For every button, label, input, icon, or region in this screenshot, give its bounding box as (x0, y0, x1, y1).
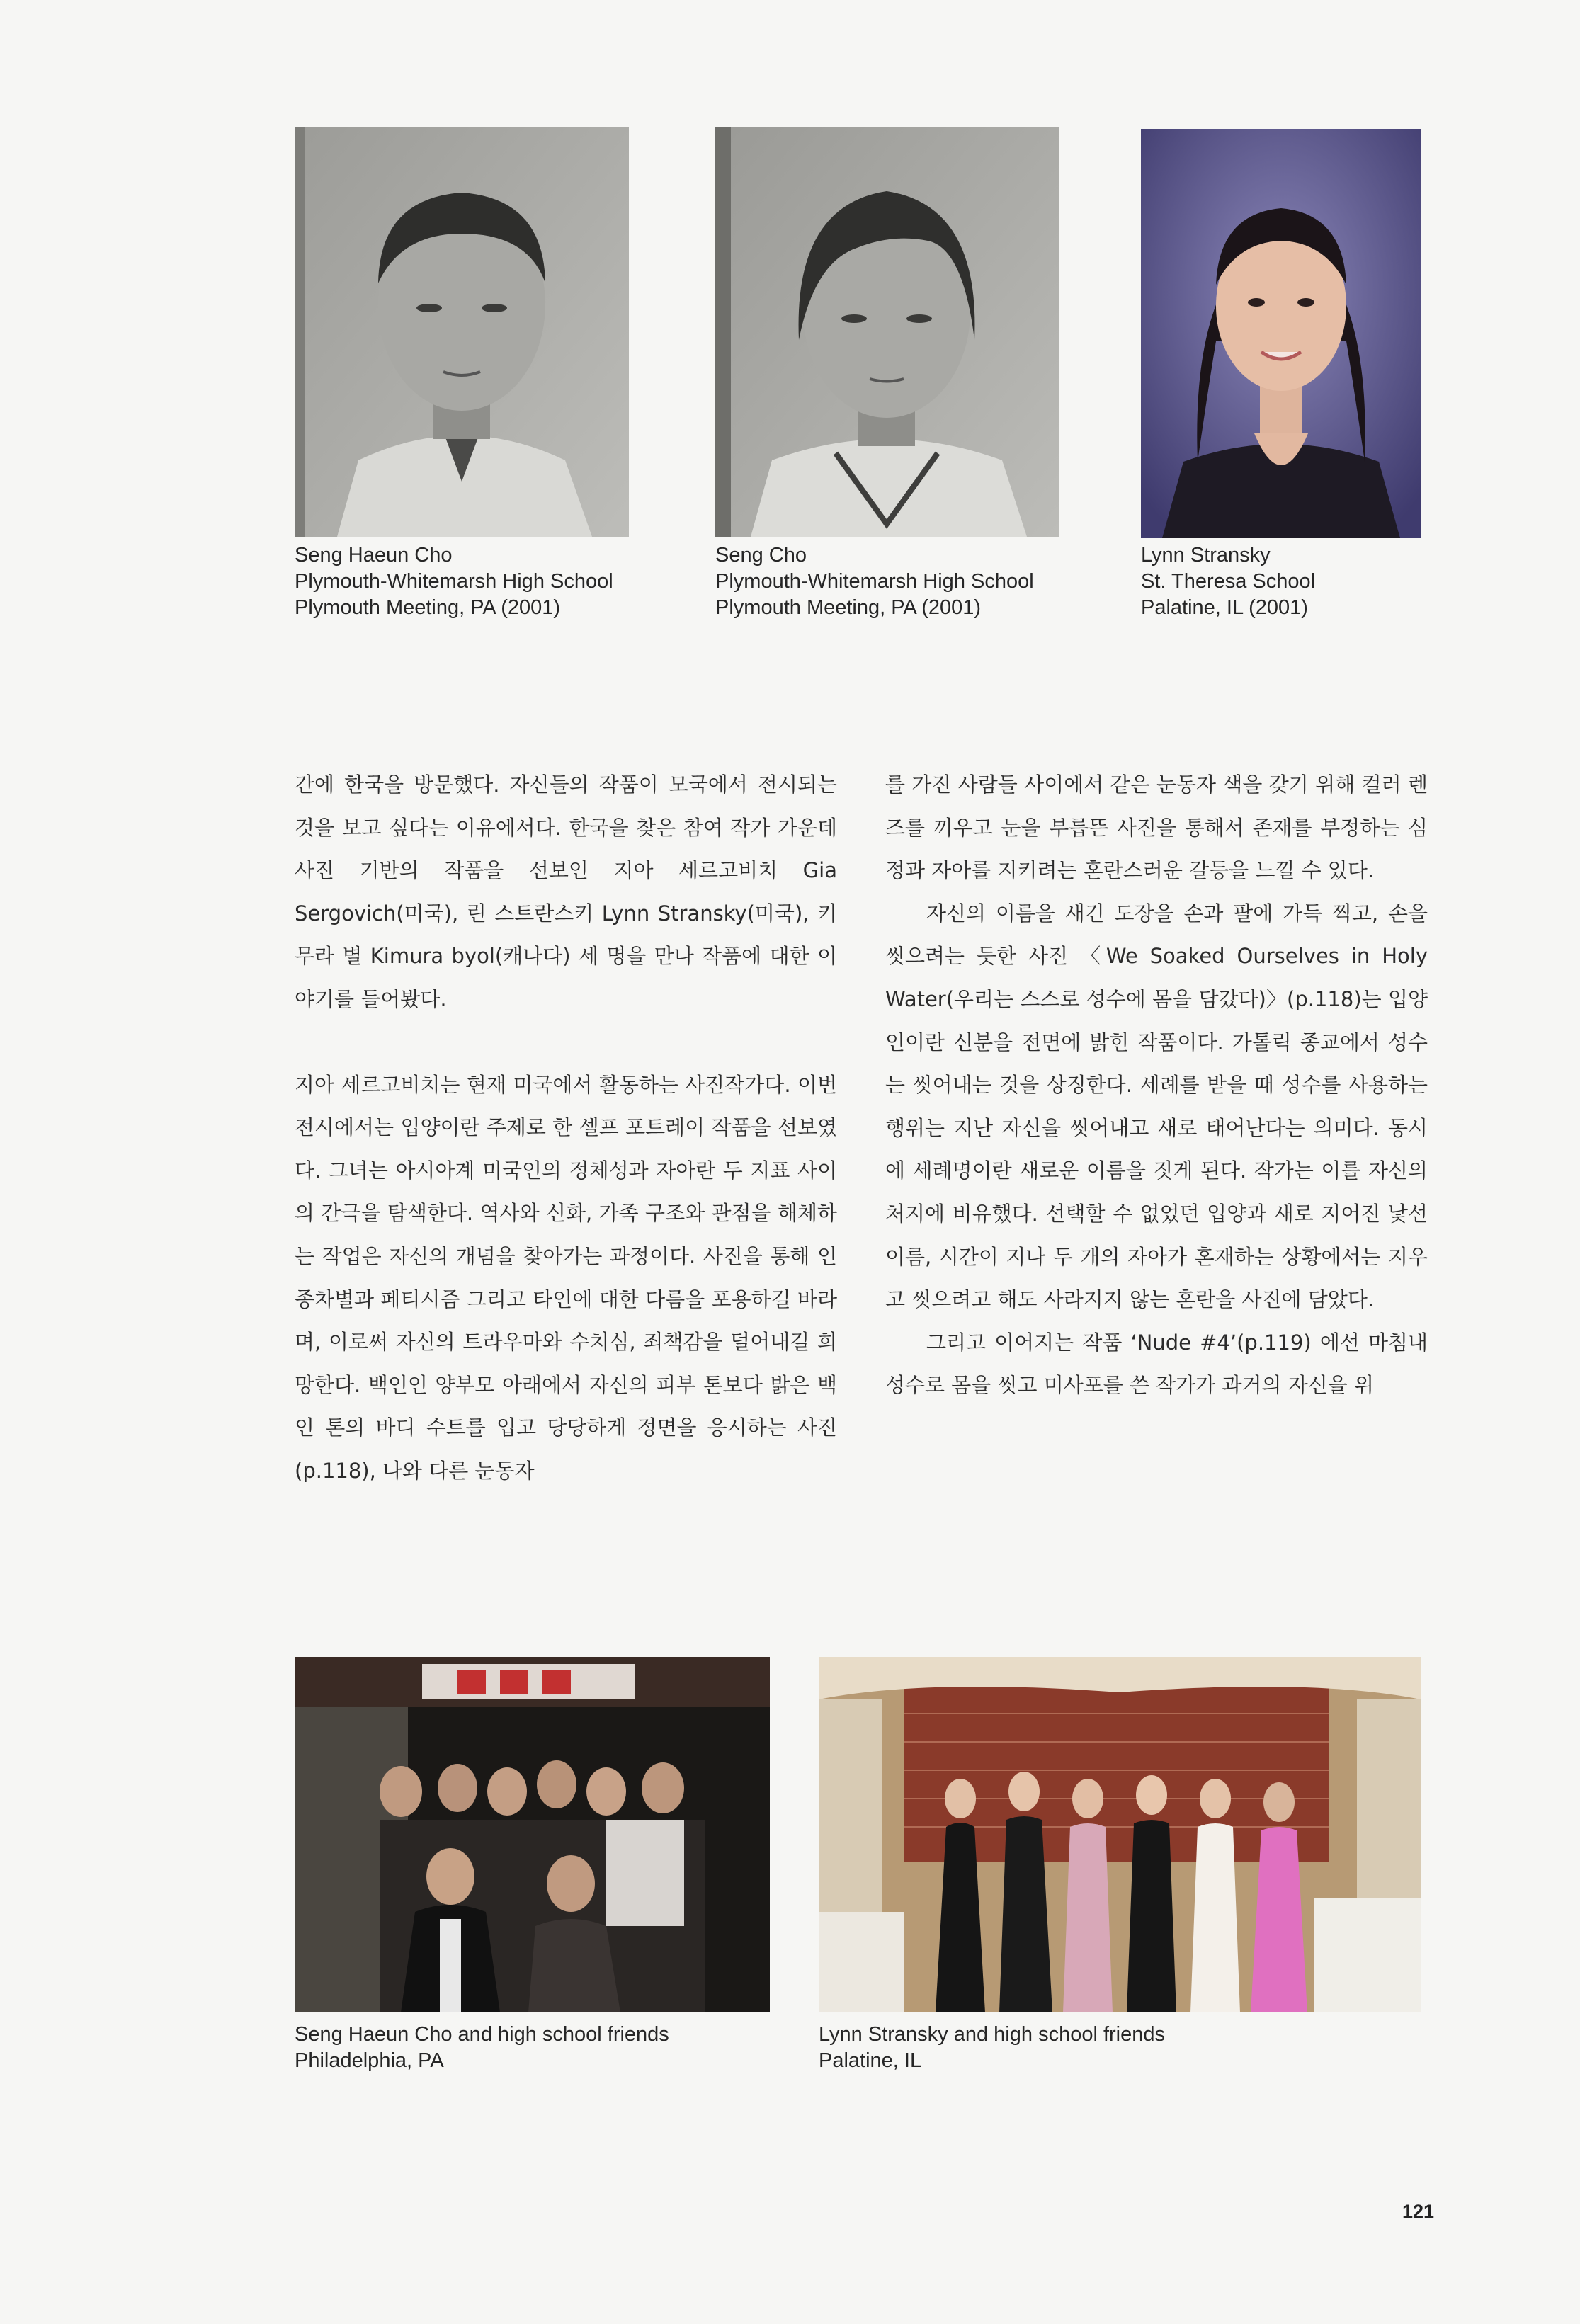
portrait-caption-lynn-stransky: Lynn Stransky St. Theresa School Palatine, IL (2001) (1141, 544, 1316, 619)
body-paragraph: 간에 한국을 방문했다. 자신들의 작품이 모국에서 전시되는 것을 보고 싶다는 이유에서다. 한국을 찾은 참여 작가 가운데 사진 기반의 작품을 선보인 지아 세르고비치 Gia Sergovich(미국), 린 스트란스키 Lynn Stransky(미국), 키무라 별 Kimura byol(캐나다) 세 명을 만나 작품에 대한 이야기를 들어봤다. (295, 773, 837, 1011)
body-paragraph: 를 가진 사람들 사이에서 같은 눈동자 색을 갖기 위해 컬러 렌즈를 끼우고 눈을 부릅뜬 사진을 통해서 존재를 부정하는 심정과 자아를 지키려는 혼란스러운 갈등을 느낄 수 있다. (885, 773, 1428, 883)
portrait-caption-seng-cho: Seng Cho Plymouth-Whitemarsh High School Plymouth Meeting, PA (2001) (715, 544, 1034, 619)
portrait-caption-seng-haeun-cho: Seng Haeun Cho Plymouth-Whitemarsh High School Plymouth Meeting, PA (2001) (295, 544, 613, 619)
body-text-left-column (295, 763, 837, 1493)
page-number: 121 (1402, 2201, 1435, 2222)
body-paragraph: 그리고 이어지는 작품 ‘Nude #4’(p.119) 에선 마침내 성수로 몸을 씻고 미사포를 쓴 작가가 과거의 자신을 위 (885, 1330, 1428, 1398)
portrait-seng-haeun-cho (295, 127, 629, 537)
group-photo-philadelphia (295, 1657, 770, 2012)
body-paragraph: 자신의 이름을 새긴 도장을 손과 팔에 가득 찍고, 손을 씻으려는 듯한 사진 〈We Soaked Ourselves in Holy Water(우리는 스스로 성수에 몸을 담갔다)〉(p.118)는 입양인이란 신분을 전면에 밝힌 작품이다. 가톨릭 종교에서 성수는 씻어내는 것을 상징한다. 세례를 받을 때 성수를 사용하는 행위는 지난 자신을 씻어내고 새로 태어난다는 의미다. 동시에 세례명이란 새로운 이름을 짓게 된다. 작가는 이를 자신의 처지에 비유했다. 선택할 수 없었던 입양과 새로 지어진 낯선 이름, 시간이 지나 두 개의 자아가 혼재하는 상황에서는 지우고 씻으려고 해도 사라지지 않는 혼란을 사진에 담았다. (885, 901, 1428, 1312)
body-paragraph: 지아 세르고비치는 현재 미국에서 활동하는 사진작가다. 이번 전시에서는 입양이란 주제로 한 셀프 포트레이 작품을 선보였다. 그녀는 아시아계 미국인의 정체성과 자아란 두 지표 사이의 간극을 탐색한다. 역사와 신화, 가족 구조와 관점을 해체하는 작업은 자신의 개념을 찾아가는 과정이다. 사진을 통해 인종차별과 페티시즘 그리고 타인에 대한 다름을 포용하길 바라며, 이로써 자신의 트라우마와 수치심, 죄책감을 덜어내길 희망한다. 백인인 양부모 아래에서 자신의 피부 톤보다 밝은 백인 톤의 바디 수트를 입고 당당하게 정면을 응시하는 사진(p.118), 나와 다른 눈동자 (295, 1072, 837, 1483)
group-caption-palatine: Lynn Stransky and high school friends Palatine, IL (819, 2023, 1165, 2072)
group-photo-palatine (819, 1657, 1421, 2012)
portrait-lynn-stransky (1141, 129, 1421, 538)
portrait-seng-cho (715, 127, 1059, 537)
group-caption-philadelphia: Seng Haeun Cho and high school friends Philadelphia, PA (295, 2023, 669, 2072)
body-text-right-column (885, 763, 1428, 1407)
